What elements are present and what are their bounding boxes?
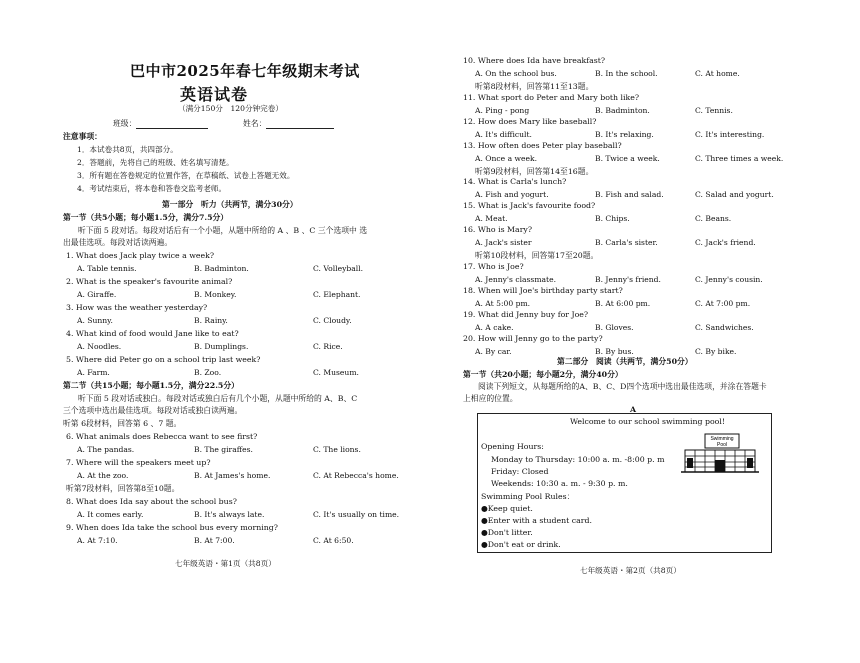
passage-label: A xyxy=(630,405,637,414)
question-text: 16. Who is Mary? xyxy=(463,225,533,234)
option-a[interactable]: A. The pandas. xyxy=(77,445,135,454)
option-b[interactable]: B. Badminton. xyxy=(595,106,650,115)
option-a[interactable]: A. Farm. xyxy=(77,368,110,377)
exam-title: 巴中市2025年春七年级期末考试 xyxy=(130,62,360,80)
hours-line: Monday to Thursday: 10:00 a. m. -8:00 p. m xyxy=(491,455,665,464)
option-c[interactable]: C. At 7:00 pm. xyxy=(695,299,751,308)
option-b[interactable]: B. Rainy. xyxy=(194,316,228,325)
rule-item: ●Enter with a student card. xyxy=(481,516,593,525)
question-text: 5. Where did Peter go on a school trip last week? xyxy=(66,355,261,364)
rule-item: ●Don't eat or drink. xyxy=(481,540,561,549)
question-text: 1. What does Jack play twice a week? xyxy=(66,251,215,260)
notice-item: 4．考试结束后，将本卷和答卷交监考老师。 xyxy=(77,184,227,193)
question-text: 3. How was the weather yesterday? xyxy=(66,303,208,312)
notice-item: 2．答题前，先将自己的班级、姓名填写清楚。 xyxy=(77,158,234,167)
option-b[interactable]: B. By bus. xyxy=(595,347,634,356)
passage-a-box xyxy=(477,413,772,553)
option-b[interactable]: B. It's always late. xyxy=(194,510,265,519)
option-b[interactable]: B. Carla's sister. xyxy=(595,238,658,247)
sign-text: Pool xyxy=(716,442,728,448)
question-text: 10. Where does Ida have breakfast? xyxy=(463,56,606,65)
class-label: 班级： xyxy=(113,119,137,128)
section2-instruction: 听第 6段材料，回答第 6 、7 题。 xyxy=(63,419,182,428)
section1-title: 第一节（共5小题；每小题1.5分，满分7.5分） xyxy=(63,213,229,222)
score-note: （满分150分 120分钟完卷） xyxy=(178,104,283,113)
exam-subject: 英语试卷 xyxy=(180,85,249,104)
section1-instruction: 出最佳选项。每段对话读两遍。 xyxy=(63,238,173,247)
question-text: 18. When will Joe's birthday party start? xyxy=(463,286,623,295)
hours-line: Friday: Closed xyxy=(491,467,549,476)
option-a[interactable]: A. On the school bus. xyxy=(475,69,557,78)
question-text: 2. What is the speaker's favourite animal? xyxy=(66,277,233,286)
option-b[interactable]: B. At 6:00 pm. xyxy=(595,299,651,308)
question-text: 19. What did Jenny buy for Joe? xyxy=(463,310,589,319)
option-c[interactable]: C. Tennis. xyxy=(695,106,733,115)
notice-item: 3．所有题在答卷规定的位置作答，在草稿纸、试卷上答题无效。 xyxy=(77,171,295,180)
option-a[interactable]: A. Meat. xyxy=(475,214,508,223)
option-c[interactable]: C. By bike. xyxy=(695,347,737,356)
option-b[interactable]: B. Monkey. xyxy=(194,290,237,299)
option-b[interactable]: B. At 7:00. xyxy=(194,536,235,545)
option-a[interactable]: A. Fish and yogurt. xyxy=(475,190,549,199)
option-a[interactable]: A. Once a week. xyxy=(475,154,538,163)
class-field xyxy=(113,118,208,129)
part1-title: 第一部分 听力（共两节，满分30分） xyxy=(162,200,298,209)
sign-text: Swimming xyxy=(710,436,734,442)
option-a[interactable]: A. By car. xyxy=(475,347,512,356)
option-b[interactable]: B. Gloves. xyxy=(595,323,634,332)
section1-instruction: 听下面 5 段对话。每段对话后有一个小题，从题中所给的 A 、B 、C 三个选项中 选 xyxy=(78,226,368,235)
question-text: 9. When does Ida take the school bus every morning? xyxy=(66,523,278,532)
option-c[interactable]: C. At Rebecca's home. xyxy=(313,471,399,480)
part2-section1-title: 第一节（共20小题；每小题2分，满分40分） xyxy=(463,370,623,379)
option-c[interactable]: C. Beans. xyxy=(695,214,732,223)
name-field xyxy=(243,118,334,129)
hours-line: Weekends: 10:30 a. m. - 9:30 p. m. xyxy=(491,479,628,488)
option-b[interactable]: B. It's relaxing. xyxy=(595,130,654,139)
section-instruction: 听第10段材料，回答第17至20题。 xyxy=(475,251,599,260)
question-text: 13. How often does Peter play baseball? xyxy=(463,141,622,150)
name-label: 姓名： xyxy=(243,119,267,128)
option-a[interactable]: A. Noodles. xyxy=(77,342,122,351)
option-a[interactable]: A. At 5:00 pm. xyxy=(475,299,531,308)
option-c[interactable]: C. Salad and yogurt. xyxy=(695,190,774,199)
question-text: 6. What animals does Rebecca want to see first? xyxy=(66,432,258,441)
section-instruction: 听第8段材料，回答第11至13题。 xyxy=(475,82,594,91)
option-c[interactable]: C. Volleyball. xyxy=(313,264,364,273)
question-text: 17. Who is Joe? xyxy=(463,262,524,271)
option-c[interactable]: C. Rice. xyxy=(313,342,343,351)
option-b[interactable]: B. Jenny's friend. xyxy=(595,275,661,284)
option-a[interactable]: A. Jack's sister xyxy=(475,238,532,247)
option-c[interactable]: C. Jenny's cousin. xyxy=(695,275,763,284)
option-b[interactable]: B. The giraffes. xyxy=(194,445,253,454)
rule-item: ●Keep quiet. xyxy=(481,504,533,513)
part2-instruction: 阅读下列短文，从每题所给的A、B、C、D四个选项中选出最佳选项，并涂在答题卡 xyxy=(478,382,767,391)
section-instruction: 听第9段材料，回答第14至16题。 xyxy=(475,167,594,176)
swimming-pool-building-illustration xyxy=(681,432,759,474)
right-page xyxy=(430,0,860,663)
option-b[interactable]: B. Zoo. xyxy=(194,368,222,377)
question-text: 11. What sport do Peter and Mary both like? xyxy=(463,93,640,102)
option-a[interactable]: A. A cake. xyxy=(475,323,514,332)
class-blank[interactable] xyxy=(136,120,208,129)
option-a[interactable]: A. Sunny. xyxy=(77,316,113,325)
option-c[interactable]: C. The lions. xyxy=(313,445,361,454)
section2-title: 第二节（共15小题；每小题1.5分，满分22.5分） xyxy=(63,381,239,390)
option-b[interactable]: B. Twice a week. xyxy=(595,154,660,163)
option-c[interactable]: C. At 6:50. xyxy=(313,536,354,545)
option-a[interactable]: A. At 7:10. xyxy=(77,536,118,545)
option-b[interactable]: B. Fish and salad. xyxy=(595,190,664,199)
question-text: 12. How does Mary like baseball? xyxy=(463,117,597,126)
section2-instruction: 三个选项中选出最佳选项。每段对话或独白读两遍。 xyxy=(63,406,243,415)
question-text: 8. What does Ida say about the school bus? xyxy=(66,497,237,506)
hours-title: Opening Hours: xyxy=(481,442,544,451)
name-blank[interactable] xyxy=(266,120,334,129)
part2-instruction: 上相应的位置。 xyxy=(463,394,518,403)
question-text: 15. What is Jack's favourite food? xyxy=(463,201,596,210)
option-a[interactable]: A. It's difficult. xyxy=(475,130,532,139)
option-c[interactable]: C. Cloudy. xyxy=(313,316,352,325)
section2-instruction: 听下面 5 段对话或独白。每段对话或独白后有几个小题，从题中所给的 A、B、C xyxy=(78,394,358,403)
option-b[interactable]: B. At James's home. xyxy=(194,471,271,480)
option-a[interactable]: A. Table tennis. xyxy=(77,264,137,273)
option-b[interactable]: B. Badminton. xyxy=(194,264,249,273)
option-b[interactable]: B. Dumplings. xyxy=(194,342,249,351)
question-text: 7. Where will the speakers meet up? xyxy=(66,458,211,467)
rule-item: ●Don't litter. xyxy=(481,528,533,537)
page-footer: 七年级英语・第2页（共8页） xyxy=(580,566,681,575)
option-b[interactable]: B. In the school. xyxy=(595,69,658,78)
option-a[interactable]: A. Ping - pong xyxy=(475,106,530,115)
option-c[interactable]: C. Jack's friend. xyxy=(695,238,756,247)
option-c[interactable]: C. It's usually on time. xyxy=(313,510,400,519)
option-c[interactable]: C. Three times a week. xyxy=(695,154,784,163)
option-c[interactable]: C. Sandwiches. xyxy=(695,323,754,332)
part2-title: 第二部分 阅读（共两节，满分50分） xyxy=(557,357,693,366)
option-b[interactable]: B. Chips. xyxy=(595,214,630,223)
passage-headline: Welcome to our school swimming pool! xyxy=(570,417,725,426)
question-text: 4. What kind of food would Jane like to eat? xyxy=(66,329,239,338)
option-a[interactable]: A. Giraffe. xyxy=(77,290,117,299)
option-c[interactable]: C. Elephant. xyxy=(313,290,361,299)
question-text: 14. What is Carla's lunch? xyxy=(463,177,567,186)
question-text: 20. How will Jenny go to the party? xyxy=(463,334,603,343)
option-c[interactable]: C. At home. xyxy=(695,69,740,78)
rules-title: Swimming Pool Rules： xyxy=(481,492,575,501)
notice-item: 1．本试卷共8页，共四部分。 xyxy=(77,145,178,154)
page-footer: 七年级英语・第1页（共8页） xyxy=(175,559,276,568)
option-c[interactable]: C. It's interesting. xyxy=(695,130,765,139)
option-c[interactable]: C. Museum. xyxy=(313,368,359,377)
option-a[interactable]: A. At the zoo. xyxy=(77,471,129,480)
notice-title: 注意事项： xyxy=(63,132,102,141)
option-a[interactable]: A. Jenny's classmate. xyxy=(475,275,557,284)
section2-instruction: 听第7段材料，回答第8至10题。 xyxy=(66,484,180,493)
option-a[interactable]: A. It comes early. xyxy=(77,510,144,519)
